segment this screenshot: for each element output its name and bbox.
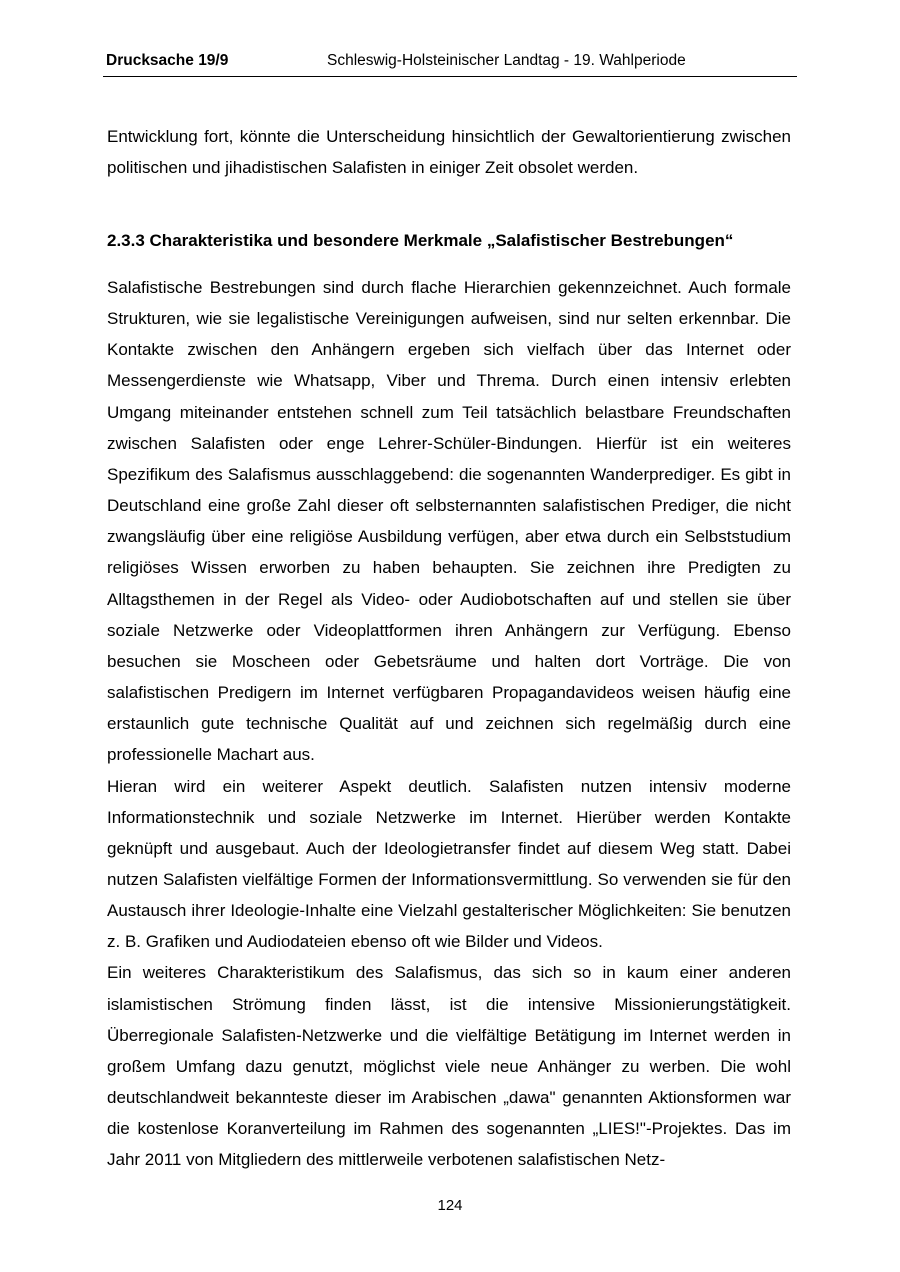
section-heading: 2.3.3 Charakteristika und besondere Merkmale „Salafistischer Bestrebungen“ — [107, 231, 734, 250]
document-id: Drucksache 19/9 — [106, 52, 229, 69]
main-body — [107, 272, 791, 1176]
intro-paragraph: Entwicklung fort, könnte die Unterscheidung hinsichtlich der Gewaltorientierung zwischen politischen und jihadistischen Salafisten in einiger Zeit obsolet werden. — [107, 127, 791, 178]
header-title: Schleswig-Holsteinischer Landtag - 19. Wahlperiode — [327, 52, 686, 69]
page-number: 124 — [437, 1197, 463, 1214]
body-paragraph: Hieran wird ein weiterer Aspekt deutlich. Salafisten nutzen intensiv moderne Informationstechnik und soziale Netzwerke im Internet. Hierüber werden Kontakte geknüpft und ausgebaut. Auch der Ideologietransfer findet auf diesem Weg statt. Dabei nutzen Salafisten vielfältige Formen der Informationsvermittlung. So verwenden sie für den Austausch ihrer Ideologie-Inhalte eine Vielzahl gestalterischer Möglichkeiten: Sie benutzen z. B. Grafiken und Audiodateien ebenso oft wie Bilder und Videos. — [107, 776, 791, 952]
body-paragraph: Salafistische Bestrebungen sind durch flache Hierarchien gekennzeichnet. Auch formale Strukturen, wie sie legalistische Vereinigungen aufweisen, sind nur selten erkennbar. Die Kontakte zwischen den Anhängern ergeben sich vielfach über das Internet oder Messengerdienste wie Whatsapp, Viber und Threma. Durch einen intensiv erlebten Umgang miteinander entstehen schnell zum Teil tatsächlich belastbare Freundschaften zwischen Salafisten oder enge Lehrer-Schüler-Bindungen. Hierfür ist ein weiteres Spezifikum des Salafismus ausschlaggebend: die sogenannten Wanderprediger. Es gibt in Deutschland eine große Zahl dieser oft selbsternannten salafistischen Prediger, die nicht zwangsläufig über eine religiöse Ausbildung verfügen, aber etwa durch ein Selbststudium religiöses Wissen erworben zu haben behaupten. Sie zeichnen ihre Predigten zu Alltagsthemen in der Regel als Video- oder Audiobotschaften auf und stellen sie über soziale Netzwerke oder Videoplattformen ihren Anhängern zur Verfügung. Ebenso besuchen sie Moscheen oder Gebetsräume und halten dort Vorträge. Die von salafistischen Predigern im Internet verfügbaren Propagandavideos weisen häufig eine erstaunlich gute technische Qualität auf und zeichnen sich regelmäßig durch eine professionelle Machart aus. — [107, 278, 791, 765]
body-paragraph: Ein weiteres Charakteristikum des Salafismus, das sich so in kaum einer anderen islamistischen Strömung finden lässt, ist die intensive Missionierungstätigkeit. Überregionale Salafisten-Netzwerke und die vielfältige Betätigung im Internet werden in großem Umfang dazu genutzt, möglichst viele neue Anhänger zu werben. Die wohl deutschlandweit bekannteste dieser im Arabischen „dawa" genannten Aktionsformen war die kostenlose Koranverteilung im Rahmen des sogenannten „LIES!"-Projektes. Das im Jahr 2011 von Mitgliedern des mittlerweile verbotenen salafistischen Netz- — [107, 963, 791, 1170]
page-header — [103, 52, 797, 77]
